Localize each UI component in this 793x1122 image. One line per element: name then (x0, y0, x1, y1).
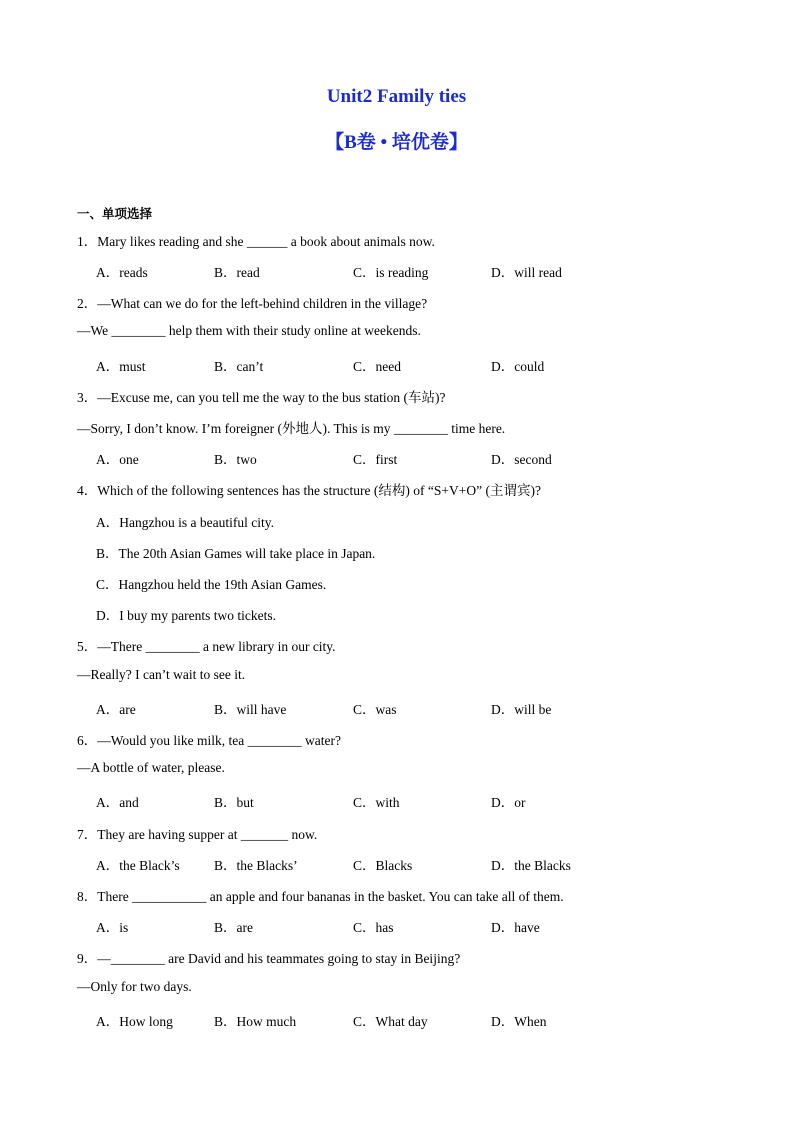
page-title: Unit2 Family ties (326, 86, 467, 107)
question-9-option-b: B．How much (214, 1014, 297, 1029)
question-1-option-a: A．reads (96, 265, 148, 280)
question-6-option-c: C．with (353, 795, 400, 810)
question-2-option-a: A．must (96, 359, 146, 374)
question-2-option-b: B．can’t (214, 359, 264, 374)
question-7-option-b: B．the Blacks’ (214, 858, 298, 873)
question-2-stem: 2．—What can we do for the left-behind children in the village? (77, 296, 428, 311)
question-3-option-a: A．one (96, 452, 139, 467)
question-7-option-d: D．the Blacks (491, 858, 571, 873)
question-2-line-2: —We ________ help them with their study online at weekends. (77, 323, 421, 338)
question-4-option-d: D．I buy my parents two tickets. (96, 608, 276, 623)
question-9-stem: 9．—________ are David and his teammates going to stay in Beijing? (77, 951, 461, 966)
question-7-option-a: A．the Black’s (96, 858, 180, 873)
question-3-option-b: B．two (214, 452, 257, 467)
question-2-option-c: C．need (353, 359, 401, 374)
question-3-option-c: C．first (353, 452, 398, 467)
section-title: 一、单项选择 (77, 206, 153, 221)
question-4-option-c: C．Hangzhou held the 19th Asian Games. (96, 577, 327, 592)
question-3-stem: 3．—Excuse me, can you tell me the way to the bus station (车站)? (77, 390, 446, 405)
question-6-option-b: B．but (214, 795, 254, 810)
question-5-stem: 5．—There ________ a new library in our city. (77, 639, 336, 654)
question-4-stem: 4．Which of the following sentences has the structure (结构) of “S+V+O” (主谓宾)? (77, 483, 541, 498)
question-5-line-2: —Really? I can’t wait to see it. (77, 667, 246, 682)
question-6-option-d: D．or (491, 795, 526, 810)
question-9-option-a: A．How long (96, 1014, 173, 1029)
question-6-option-a: A．and (96, 795, 139, 810)
question-9-line-2: —Only for two days. (77, 979, 192, 994)
question-8-stem: 8．There ___________ an apple and four bananas in the basket. You can take all of them. (77, 889, 564, 904)
question-1-option-d: D．will read (491, 265, 562, 280)
question-4-option-b: B．The 20th Asian Games will take place in Japan. (96, 546, 376, 561)
question-5-option-a: A．are (96, 702, 136, 717)
question-7-stem: 7．They are having supper at _______ now. (77, 827, 318, 842)
question-6-line-2: —A bottle of water, please. (77, 760, 225, 775)
question-5-option-c: C．was (353, 702, 397, 717)
question-8-option-d: D．have (491, 920, 540, 935)
question-1-stem: 1．Mary likes reading and she ______ a book about animals now. (77, 234, 435, 249)
question-1-option-b: B．read (214, 265, 260, 280)
question-4-option-a: A．Hangzhou is a beautiful city. (96, 515, 274, 530)
page-subtitle: 【B卷 • 培优卷】 (325, 132, 468, 153)
question-8-option-a: A．is (96, 920, 129, 935)
question-5-option-d: D．will be (491, 702, 552, 717)
question-2-option-d: D．could (491, 359, 545, 374)
question-8-option-c: C．has (353, 920, 394, 935)
question-3-option-d: D．second (491, 452, 552, 467)
question-3-line-2: —Sorry, I don’t know. I’m foreigner (外地人). This is my ________ time here. (77, 421, 506, 436)
question-5-option-b: B．will have (214, 702, 287, 717)
question-7-option-c: C．Blacks (353, 858, 413, 873)
question-8-option-b: B．are (214, 920, 253, 935)
question-9-option-c: C．What day (353, 1014, 428, 1029)
question-9-option-d: D．When (491, 1014, 547, 1029)
question-1-option-c: C．is reading (353, 265, 429, 280)
question-6-stem: 6．—Would you like milk, tea ________ water? (77, 733, 341, 748)
